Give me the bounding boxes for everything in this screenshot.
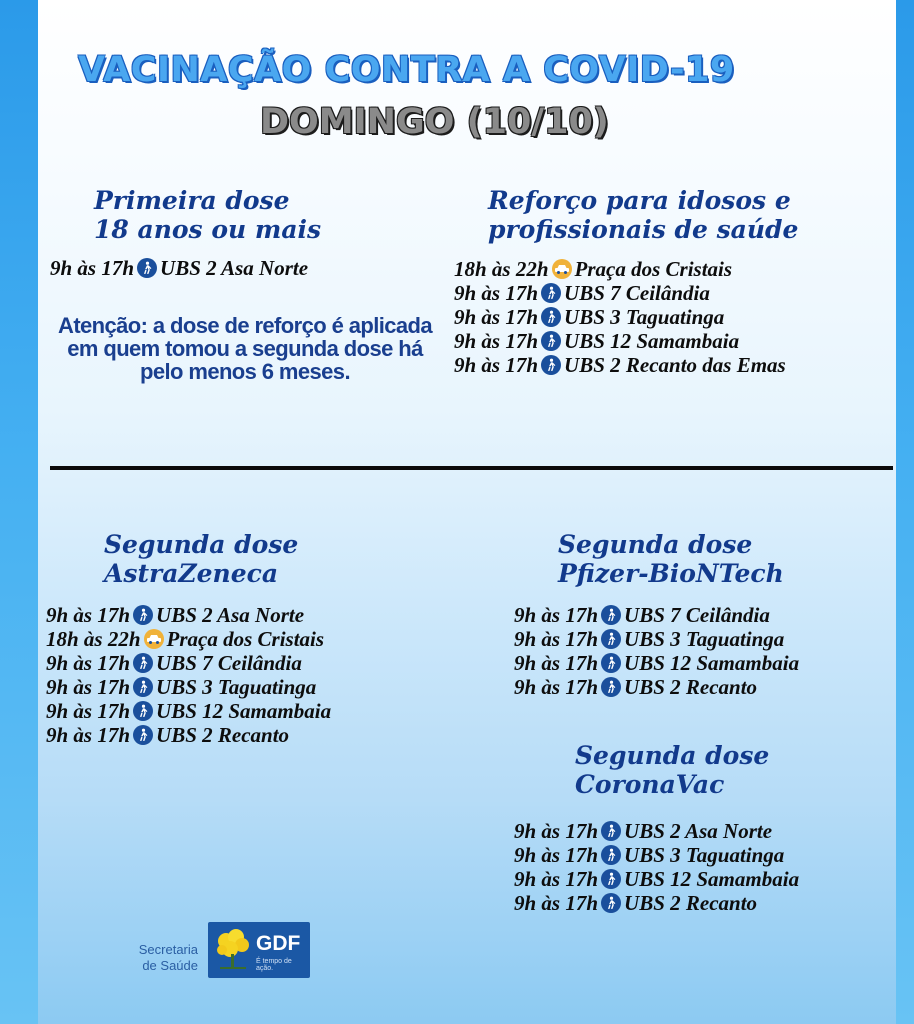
schedule-row (514, 843, 799, 867)
schedule-time: 9h às 17h (514, 866, 599, 891)
astrazeneca-heading-line2: AstraZeneca (104, 559, 279, 588)
walk-icon (133, 605, 153, 625)
pfizer-list (514, 603, 799, 699)
reforco-heading-line2: profissionais de saúde (488, 215, 799, 244)
coronavac-heading-line1: Segunda dose (575, 741, 770, 770)
booster-note: Atenção: a dose de reforço é aplicada em quem tomou a segunda dose há pelo menos 6 meses. (58, 313, 432, 384)
walk-icon (601, 869, 621, 889)
secretaria-line2: de Saúde (142, 958, 198, 973)
schedule-row (514, 651, 799, 675)
primeira-dose-heading-line2: 18 anos ou mais (94, 215, 322, 244)
walk-icon (137, 258, 157, 278)
schedule-place: UBS 2 Asa Norte (156, 602, 305, 627)
astrazeneca-list (46, 603, 331, 747)
coronavac-heading (575, 741, 769, 799)
walk-icon (601, 605, 621, 625)
pfizer-heading (558, 530, 784, 588)
ipe-tree-icon (214, 928, 252, 972)
walk-icon (541, 307, 561, 327)
schedule-row (514, 675, 799, 699)
reforco-heading-line1: Reforço para idosos e (488, 186, 791, 215)
schedule-place: UBS 2 Asa Norte (624, 818, 773, 843)
schedule-time: 9h às 17h (514, 602, 599, 627)
reforco-heading (488, 186, 798, 244)
schedule-place: Praça dos Cristais (574, 256, 733, 281)
gdf-logo-tagline: É tempo de ação. (256, 958, 292, 972)
primeira-dose-list (50, 256, 308, 280)
schedule-place: UBS 2 Recanto (624, 674, 758, 699)
walk-icon (541, 355, 561, 375)
schedule-place: UBS 2 Recanto das Emas (564, 352, 786, 377)
schedule-place: UBS 2 Recanto (624, 890, 758, 915)
schedule-place: UBS 12 Samambaia (564, 328, 740, 353)
schedule-time: 9h às 17h (514, 818, 599, 843)
schedule-time: 9h às 17h (514, 650, 599, 675)
schedule-row (46, 699, 331, 723)
schedule-place: UBS 12 Samambaia (624, 650, 800, 675)
schedule-time: 9h às 17h (46, 602, 131, 627)
walk-icon (601, 845, 621, 865)
schedule-time: 9h às 17h (46, 650, 131, 675)
primeira-dose-heading (94, 186, 321, 244)
schedule-place: UBS 7 Ceilândia (156, 650, 302, 675)
right-accent-bar (896, 0, 914, 1024)
schedule-row (514, 627, 799, 651)
schedule-time: 9h às 17h (454, 304, 539, 329)
schedule-row (46, 603, 331, 627)
schedule-row (46, 627, 331, 651)
schedule-time: 9h às 17h (514, 674, 599, 699)
schedule-row (50, 256, 308, 280)
schedule-row (514, 891, 799, 915)
gdf-logo-text: GDF (256, 932, 301, 955)
schedule-place: UBS 2 Recanto (156, 722, 290, 747)
schedule-place: UBS 7 Ceilândia (624, 602, 770, 627)
page-title: VACINAÇÃO CONTRA A COVID-19 (78, 50, 735, 90)
walk-icon (133, 701, 153, 721)
schedule-row (46, 675, 331, 699)
schedule-place: UBS 12 Samambaia (156, 698, 332, 723)
walk-icon (133, 653, 153, 673)
schedule-row (514, 819, 799, 843)
schedule-row (454, 281, 786, 305)
car-icon (144, 629, 164, 649)
schedule-time: 9h às 17h (514, 890, 599, 915)
schedule-place: UBS 3 Taguatinga (624, 626, 785, 651)
primeira-dose-heading-line1: Primeira dose (94, 186, 290, 215)
coronavac-heading-line2: CoronaVac (575, 770, 725, 799)
schedule-place: UBS 3 Taguatinga (624, 842, 785, 867)
schedule-time: 9h às 17h (514, 626, 599, 651)
schedule-time: 18h às 22h (454, 256, 549, 281)
astrazeneca-heading-line1: Segunda dose (104, 530, 299, 559)
schedule-time: 9h às 17h (46, 674, 131, 699)
page-subtitle: DOMINGO (10/10) (260, 102, 609, 142)
schedule-row (454, 305, 786, 329)
schedule-place: UBS 12 Samambaia (624, 866, 800, 891)
schedule-row (514, 867, 799, 891)
coronavac-list (514, 819, 799, 915)
schedule-row (454, 257, 786, 281)
schedule-time: 9h às 17h (46, 722, 131, 747)
walk-icon (601, 629, 621, 649)
schedule-place: UBS 3 Taguatinga (564, 304, 725, 329)
walk-icon (133, 677, 153, 697)
walk-icon (601, 893, 621, 913)
schedule-time: 9h às 17h (50, 255, 135, 280)
schedule-time: 18h às 22h (46, 626, 141, 651)
walk-icon (541, 283, 561, 303)
secretaria-label (110, 942, 198, 974)
walk-icon (601, 653, 621, 673)
left-accent-bar (0, 0, 38, 1024)
schedule-time: 9h às 17h (454, 352, 539, 377)
walk-icon (541, 331, 561, 351)
schedule-row (454, 353, 786, 377)
schedule-row (46, 723, 331, 747)
walk-icon (601, 821, 621, 841)
secretaria-line1: Secretaria (138, 942, 198, 957)
schedule-time: 9h às 17h (454, 280, 539, 305)
astrazeneca-heading (104, 530, 298, 588)
schedule-place: Praça dos Cristais (166, 626, 325, 651)
schedule-place: UBS 2 Asa Norte (160, 255, 309, 280)
walk-icon (601, 677, 621, 697)
schedule-row (454, 329, 786, 353)
schedule-time: 9h às 17h (46, 698, 131, 723)
car-icon (552, 259, 572, 279)
schedule-row (46, 651, 331, 675)
schedule-time: 9h às 17h (514, 842, 599, 867)
schedule-place: UBS 3 Taguatinga (156, 674, 317, 699)
schedule-row (514, 603, 799, 627)
gdf-logo (208, 922, 310, 978)
schedule-time: 9h às 17h (454, 328, 539, 353)
schedule-place: UBS 7 Ceilândia (564, 280, 710, 305)
reforco-list (454, 257, 786, 377)
pfizer-heading-line2: Pfizer-BioNTech (558, 559, 784, 588)
walk-icon (133, 725, 153, 745)
pfizer-heading-line1: Segunda dose (558, 530, 753, 559)
section-divider (50, 466, 893, 470)
